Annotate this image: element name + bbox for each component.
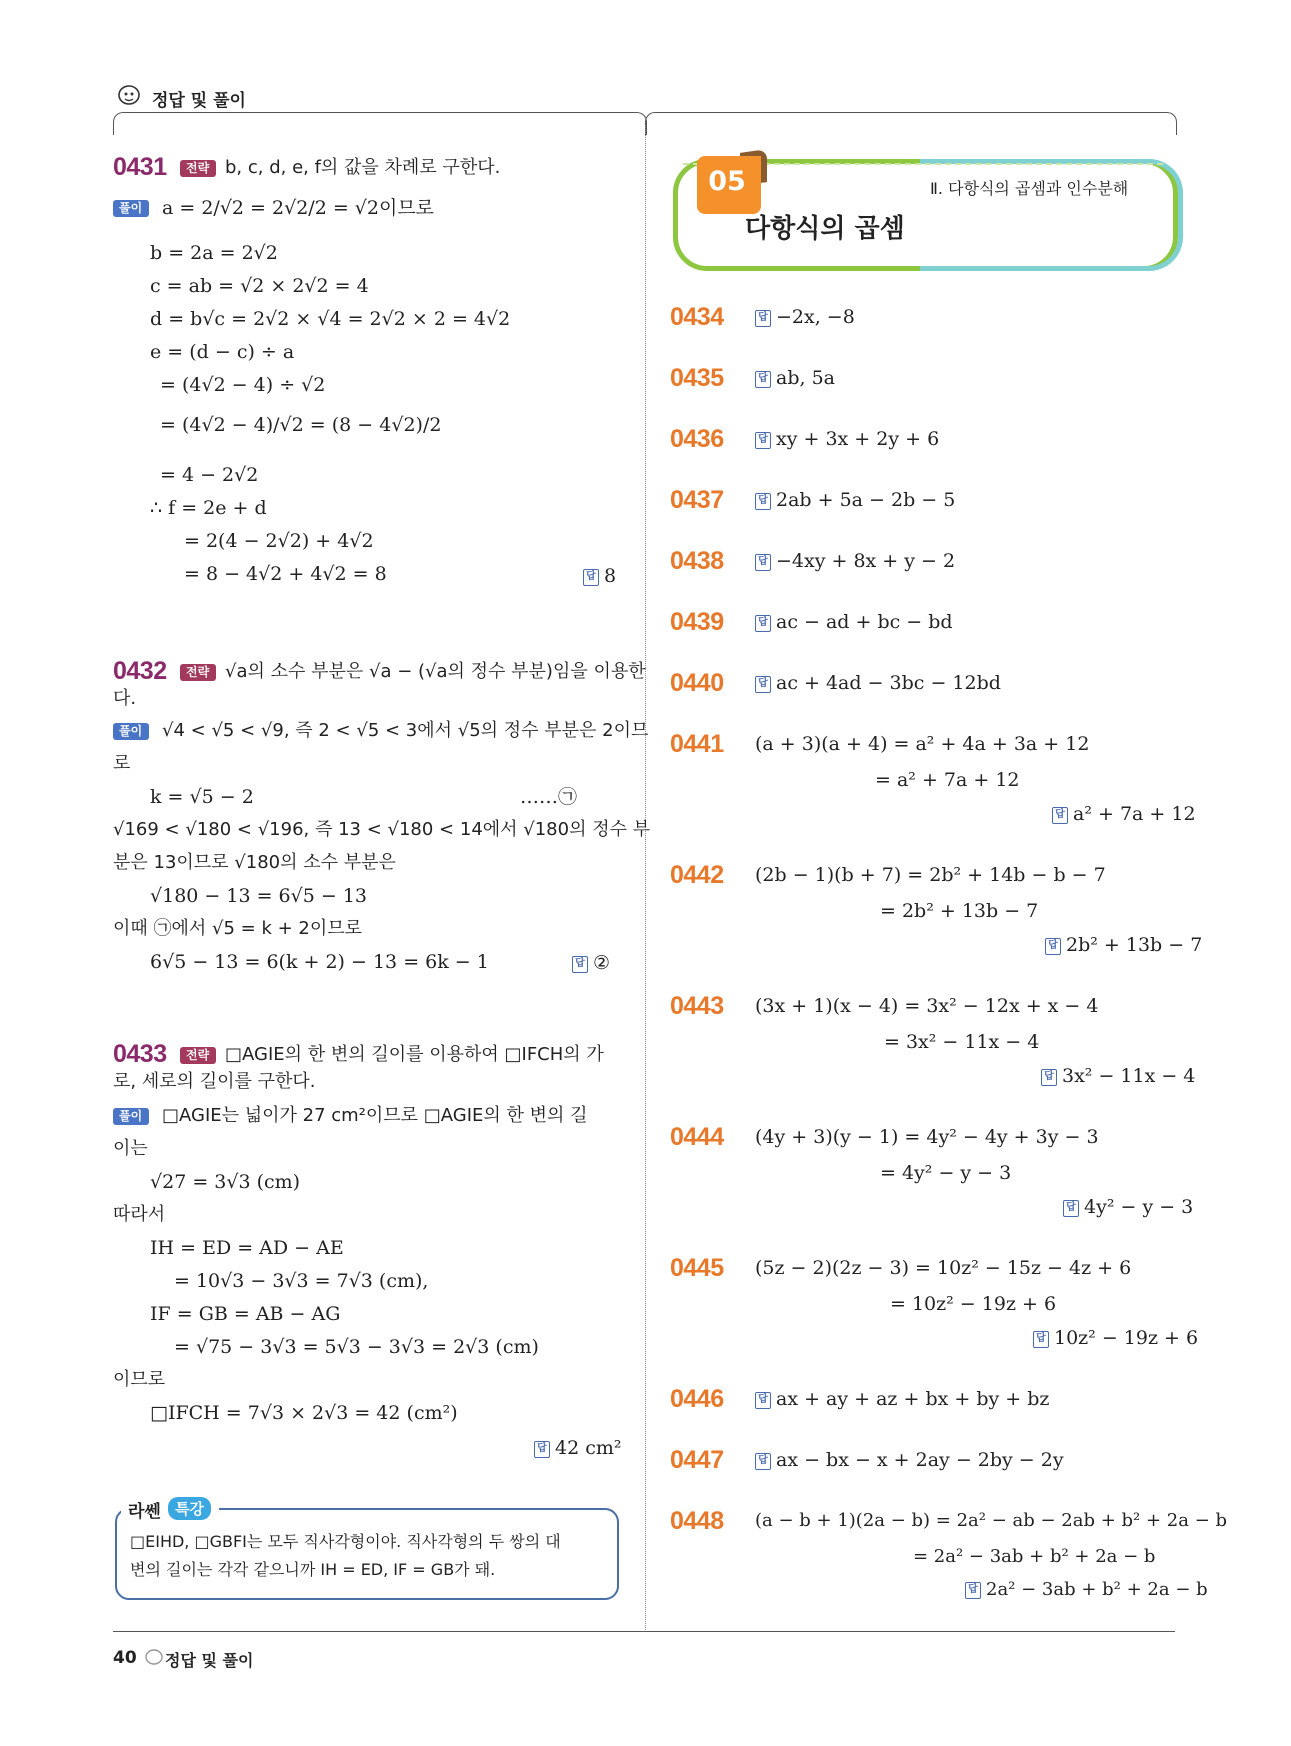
problem-number: 0447	[670, 1446, 724, 1474]
solution-line: = 8 − 4√2 + 4√2 = 8	[184, 563, 387, 585]
chapter-title: 다항식의 곱셈	[745, 214, 905, 244]
answer	[755, 366, 835, 390]
problem-number: 0445	[670, 1254, 724, 1282]
tip-box	[115, 1508, 619, 1600]
page-number: 40	[113, 1648, 137, 1668]
answer-value: −2x, −8	[776, 306, 855, 328]
answer-icon: 답	[755, 371, 771, 388]
problem-number: 0441	[670, 730, 724, 758]
strategy-tag: 전략	[180, 160, 216, 177]
answer-value: 2a² − 3ab + b² + 2a − b	[986, 1579, 1208, 1600]
answer	[1045, 933, 1202, 957]
solution-line: = 2(4 − 2√2) + 4√2	[184, 530, 374, 552]
work-line: (2b − 1)(b + 7) = 2b² + 14b − b − 7	[755, 864, 1106, 886]
solution-line: a = 2/√2 = 2√2/2 = √2이므로	[162, 197, 435, 219]
solution-line: □IFCH = 7√3 × 2√3 = 42 (cm²)	[150, 1402, 458, 1424]
problem-number: 0442	[670, 861, 724, 889]
answer-value: ②	[593, 952, 611, 974]
problem-number: 0440	[670, 669, 724, 697]
work-line: (5z − 2)(2z − 3) = 10z² − 15z − 4z + 6	[755, 1257, 1132, 1279]
solution-line: = √75 − 3√3 = 5√3 − 3√3 = 2√3 (cm)	[174, 1336, 539, 1358]
footer-label: 정답 및 풀이	[165, 1651, 254, 1670]
answer-value: 2b² + 13b − 7	[1066, 934, 1203, 956]
tip-text: 변의 길이는 각각 같으니까 IH = ED, IF = GB가 돼.	[130, 1560, 496, 1579]
solution-line: d = b√c = 2√2 × √4 = 2√2 × 2 = 4√2	[150, 308, 511, 330]
answer-value: 10z² − 19z + 6	[1054, 1327, 1199, 1349]
problem-number: 0444	[670, 1123, 724, 1151]
left-frame	[113, 112, 647, 135]
tip-text: □EIHD, □GBFI는 모두 직사각형이야. 직사각형의 두 쌍의 대	[130, 1532, 561, 1551]
answer	[755, 305, 855, 329]
answer-icon: 답	[965, 1582, 981, 1599]
answer-icon: 답	[755, 1392, 771, 1409]
answer	[755, 610, 953, 634]
problem-number: 0435	[670, 364, 724, 392]
answer-icon: 답	[534, 1441, 550, 1458]
solution-line: = 4 − 2√2	[160, 464, 259, 486]
solution-line: IF = GB = AB − AG	[150, 1303, 341, 1325]
answer-icon: 답	[1041, 1069, 1057, 1086]
work-line: = 2b² + 13b − 7	[880, 900, 1039, 922]
answer-icon: 답	[755, 493, 771, 510]
right-frame	[645, 112, 1177, 135]
solution-line: √180 − 13 = 6√5 − 13	[150, 885, 368, 907]
answer-icon: 답	[755, 1453, 771, 1470]
tip-head: 라쎈	[128, 1502, 161, 1522]
answer	[583, 564, 616, 588]
problem-number: 0446	[670, 1385, 724, 1413]
answer	[755, 1387, 1049, 1411]
answer-icon: 답	[755, 432, 771, 449]
solution-line: IH = ED = AD − AE	[150, 1237, 344, 1259]
header-title: 정답 및 풀이	[152, 91, 246, 111]
solution-line: = (4√2 − 4) ÷ √2	[160, 374, 326, 396]
answer	[572, 951, 610, 975]
work-line: = a² + 7a + 12	[875, 769, 1020, 791]
answer-icon: 답	[1033, 1331, 1049, 1348]
solution-line: 이므로	[113, 1369, 166, 1390]
solution-tag: 풀이	[113, 723, 149, 740]
answer	[755, 549, 955, 573]
answer	[755, 671, 1001, 695]
answer	[755, 1448, 1064, 1472]
problem-number: 0439	[670, 608, 724, 636]
equation-marker: ……㉠	[520, 786, 578, 808]
work-line: = 3x² − 11x − 4	[884, 1031, 1040, 1053]
strategy-text: 로, 세로의 길이를 구한다.	[113, 1071, 316, 1092]
solution-line: k = √5 − 2	[150, 786, 254, 808]
problem-number: 0433	[113, 1040, 167, 1068]
answer-value: ac + 4ad − 3bc − 12bd	[776, 672, 1001, 694]
answer-icon: 답	[755, 554, 771, 571]
problem-number: 0448	[670, 1507, 724, 1535]
answer-value: ac − ad + bc − bd	[776, 611, 953, 633]
solution-line: b = 2a = 2√2	[150, 242, 278, 264]
answer	[755, 488, 955, 512]
answer-value: a² + 7a + 12	[1073, 803, 1196, 825]
solution-tag: 풀이	[113, 200, 149, 217]
solution-line: = 10√3 − 3√3 = 7√3 (cm),	[174, 1270, 429, 1292]
solution-line: 로	[113, 753, 131, 774]
part-label: Ⅱ. 다항식의 곱셈과 인수분해	[930, 179, 1129, 198]
answer-value: xy + 3x + 2y + 6	[776, 428, 940, 450]
answer-icon: 답	[1063, 1200, 1079, 1217]
answer-icon: 답	[572, 956, 588, 973]
solution-line: 분은 13이므로 √180의 소수 부분은	[113, 852, 396, 873]
answer	[1033, 1326, 1198, 1350]
solution-line: 6√5 − 13 = 6(k + 2) − 13 = 6k − 1	[150, 951, 489, 973]
answer	[965, 1578, 1208, 1602]
answer-value: 8	[604, 565, 617, 587]
answer	[755, 427, 939, 451]
solution-line: e = (d − c) ÷ a	[150, 341, 295, 363]
solution-line: √4 < √5 < √9, 즉 2 < √5 < 3에서 √5의 정수 부분은 2이므	[162, 720, 649, 741]
answer	[1052, 802, 1196, 826]
answer-value: 3x² − 11x − 4	[1062, 1065, 1196, 1087]
answer-icon: 답	[755, 310, 771, 327]
answer-value: ax − bx − x + 2ay − 2by − 2y	[776, 1449, 1064, 1471]
tip-badge: 특강	[168, 1497, 211, 1520]
footer-rule	[113, 1631, 1175, 1632]
solution-line: 따라서	[113, 1204, 166, 1225]
answer	[534, 1436, 622, 1460]
work-line: (a − b + 1)(2a − b) = 2a² − ab − 2ab + b² + 2a − b	[755, 1510, 1228, 1531]
mascot-icon	[117, 84, 143, 106]
footer-logo-icon	[144, 1648, 164, 1666]
answer-value: −4xy + 8x + y − 2	[776, 550, 956, 572]
answer-icon: 답	[755, 676, 771, 693]
solution-line: ∴ f = 2e + d	[150, 497, 267, 519]
problem-number: 0431	[113, 153, 167, 181]
answer-value: ab, 5a	[776, 367, 835, 389]
answer	[1041, 1064, 1195, 1088]
solution-tag: 풀이	[113, 1108, 149, 1125]
work-line: = 4y² − y − 3	[880, 1162, 1012, 1184]
solution-line: √27 = 3√3 (cm)	[150, 1171, 301, 1193]
answer-icon: 답	[755, 615, 771, 632]
answer-value: ax + ay + az + bx + by + bz	[776, 1388, 1050, 1410]
column-divider	[645, 125, 646, 1630]
work-line: (a + 3)(a + 4) = a² + 4a + 3a + 12	[755, 733, 1090, 755]
problem-number: 0432	[113, 657, 167, 685]
answer-icon: 답	[1045, 938, 1061, 955]
answer-icon: 답	[1052, 807, 1068, 824]
solution-line: 이때 ㉠에서 √5 = k + 2이므로	[113, 918, 363, 939]
work-line: (3x + 1)(x − 4) = 3x² − 12x + x − 4	[755, 995, 1099, 1017]
solution-line: = (4√2 − 4)/√2 = (8 − 4√2)/2	[160, 414, 442, 436]
answer	[1063, 1195, 1193, 1219]
problem-number: 0434	[670, 303, 724, 331]
answer-value: 42 cm²	[555, 1437, 622, 1459]
answer-icon: 답	[583, 569, 599, 586]
strategy-text: b, c, d, e, f의 값을 차례로 구한다.	[225, 157, 501, 178]
solution-line: c = ab = √2 × 2√2 = 4	[150, 275, 369, 297]
strategy-text: 다.	[113, 688, 137, 709]
problem-number: 0438	[670, 547, 724, 575]
solution-line: □AGIE는 넓이가 27 cm²이므로 □AGIE의 한 변의 길	[162, 1105, 588, 1126]
solution-line: √169 < √180 < √196, 즉 13 < √180 < 14에서 √180의 정수 부	[113, 819, 651, 840]
work-line: = 10z² − 19z + 6	[890, 1293, 1057, 1315]
strategy-text: □AGIE의 한 변의 길이를 이용하여 □IFCH의 가	[225, 1044, 604, 1065]
problem-number: 0437	[670, 486, 724, 514]
answer-value: 4y² − y − 3	[1084, 1196, 1194, 1218]
strategy-tag: 전략	[180, 1047, 216, 1064]
strategy-tag: 전략	[180, 664, 216, 681]
solution-line: 이는	[113, 1138, 148, 1159]
work-line: (4y + 3)(y − 1) = 4y² − 4y + 3y − 3	[755, 1126, 1099, 1148]
answer-value: 2ab + 5a − 2b − 5	[776, 489, 956, 511]
problem-number: 0443	[670, 992, 724, 1020]
problem-number: 0436	[670, 425, 724, 453]
work-line: = 2a² − 3ab + b² + 2a − b	[913, 1546, 1156, 1567]
chapter-number: 05	[708, 166, 746, 197]
strategy-text: √a의 소수 부분은 √a − (√a의 정수 부분)임을 이용한	[225, 661, 646, 682]
